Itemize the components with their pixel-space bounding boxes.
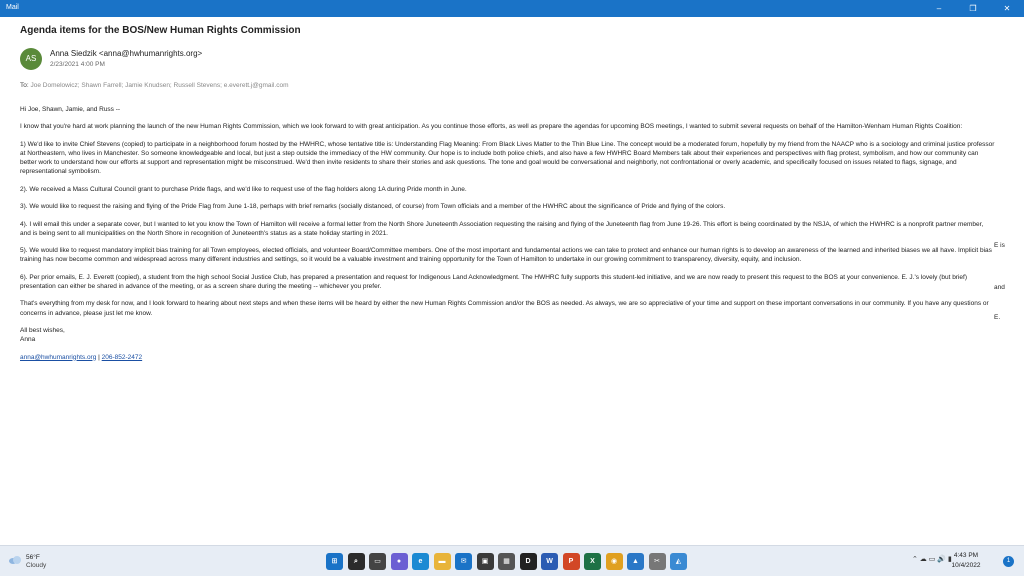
system-tray-icons[interactable]: ⌃ ☁ ▭ 🔊 ▮ [912,556,952,563]
closing-paragraph: That's everything from my desk for now, and I look forward to hearing about next steps and when these items will be heard by either the new Human Rights Commission and/or the BOS as needed. As always, we are so appreciative of your time and support on these important conversations in our community. If you have any questions or concerns in advance, please just let me know. [20,300,989,317]
photo-viewer-icon[interactable]: ◭ [670,553,687,570]
signature-phone-link[interactable]: 206-852-2472 [101,353,143,361]
clock-date: 10/4/2022 [951,562,981,569]
file-explorer-icon[interactable]: ▬ [434,553,451,570]
calculator-icon[interactable]: ▦ [498,553,515,570]
item-3-paragraph: 3). We would like to request the raising and flying of the Pride Flag from June 1-18, perhaps with brief remarks (socially distanced, of course) from Town officials and a member of the HWHRC about the significance of Pride and flying of the colors. [20,203,726,211]
sender-avatar: AS [20,48,42,70]
taskbar [0,545,1024,576]
chrome-icon[interactable]: ◉ [606,553,623,570]
email-body [20,105,995,370]
start-icon[interactable]: ⊞ [326,553,343,570]
close-button[interactable]: ✕ [1003,4,1011,13]
weather-temperature: 56°F [26,554,40,561]
item-1-paragraph: 1) We'd like to invite Chief Stevens (copied) to participate in a neighborhood forum hosted by the HWHRC, whose tentative title is: Understanding Flag Meaning: From Black Lives Matter to the Thin Blue Line. The concept would be a moderated forum, hopefully by my friend from the NAACP who is a sociology and criminal justice professor at Northeastern, who lives in Manchester. So someone knowledgeable and local, but just a step outside the immediacy of the HW community. Our hope is to include both police chiefs, and also have a few HWHRC Board Members talk about their experiences and perspectives with flag protest, symbolism, and how our community can better work to understand how our efforts at support and representation might be misconstrued. We'd then invite residents to share their stories and ask questions. The tone and goal would be conversational and neighborly, not confrontational or overly academic, and specifically focused on issues related to flags, signage, and representational symbolism. [20,140,995,176]
snipping-icon[interactable]: ✂ [649,553,666,570]
search-icon[interactable]: ⌕ [348,553,365,570]
signature-separator: | [96,353,102,361]
cloud-icon [8,555,22,565]
minimize-button[interactable]: – [936,4,942,13]
signoff-block [20,326,995,344]
to-label: To: [20,82,29,89]
window-title-bar [0,0,1024,17]
weather-condition: Cloudy [26,562,47,569]
signature-email-link[interactable]: anna@hwhumanrights.org [20,353,97,361]
recipients-line [20,82,289,89]
dell-icon[interactable]: D [520,553,537,570]
maximize-button[interactable]: ❐ [969,4,977,13]
app-title: Mail [6,4,19,11]
item-2-paragraph: 2). We received a Mass Cultural Council grant to purchase Pride flags, and we'd like to request use of the flag holders along 1A during Pride month in June. [20,185,467,193]
email-subject: Agenda items for the BOS/New Human Rights Commission [20,25,301,36]
item-6-paragraph: 6). Per prior emails, E. J. Everett (copied), a student from the high school Social Justice Club, has prepared a presentation and request for Indigenous Land Acknowledgment. The HWHRC fully supports this student-led initiative, and we are now ready to present this request to the BOS at your convenience. E. J.'s lovely (but brief) presentation can either be shared in advance of the meeting, or as a screen share during the meeting -- whichever you prefer. [20,273,968,290]
store-icon[interactable]: ▣ [477,553,494,570]
mail-icon[interactable]: ✉ [455,553,472,570]
sender-name[interactable]: Anna Siedzik <anna@hwhumanrights.org> [50,49,203,58]
clipped-text-fragment: E. [994,314,1001,321]
chat-icon[interactable]: ● [391,553,408,570]
signoff: All best wishes, [20,326,65,334]
signature-name: Anna [20,336,36,344]
email-date: 2/23/2021 4:00 PM [50,61,105,68]
item-4-paragraph: 4). I will email this under a separate cover, but I wanted to let you know the Town of Hamilton will receive a formal letter from the North Shore Juneteenth Association requesting the raising and flying of the Juneteenth flag from June 19-26. This effort is being coordinated by the NSJA, of which the HWHRC is a nonprofit partner member, and is being sent to all municipalities on the North Shore in recognition of Juneteenth's status as a state holiday starting in 2021. [20,220,984,237]
email-reading-pane [0,17,1024,545]
taskbar-clock[interactable] [942,551,990,571]
intro-paragraph: I know that you're hard at work planning the launch of the new Human Rights Commission, which we look forward to with great anticipation. As you continue those efforts, as well as prepare the agendas for upcoming BOS meetings, I wanted to submit several requests on behalf of the Hamilton-Wenham Human Rights Coalition: [20,123,963,131]
signature-contact [20,353,995,362]
item-5-paragraph: 5). We would like to request mandatory implicit bias training for all Town employees, elected officials, and volunteer Board/Committee members. One of the most important and fundamental actions we can take to protect and enhance our human rights is to develop an awareness of the learned and inherited biases we all have. Implicit bias training has now become common and widespread across many different industries and settings, so it would be a valuable investment and training opportunity for the Town of Hamilton to undertake in our growing commitment to transparency, diversity, equity, and inclusion. [20,247,992,264]
greeting: Hi Joe, Shawn, Jamie, and Russ -- [20,106,121,113]
excel-icon[interactable]: X [584,553,601,570]
task-view-icon[interactable]: ▭ [369,553,386,570]
powerpoint-icon[interactable]: P [563,553,580,570]
clipped-text-fragment: E is [994,242,1005,249]
notification-badge[interactable]: 1 [1003,556,1014,567]
word-icon[interactable]: W [541,553,558,570]
clipped-text-fragment: and [994,284,1005,291]
to-recipients[interactable]: Joe Domelowicz; Shawn Farrell; Jamie Knudsen; Russell Stevens; e.everett.j@gmail.com [30,82,289,89]
photos-icon[interactable]: ▲ [627,553,644,570]
weather-widget[interactable] [8,553,68,571]
edge-icon[interactable]: e [412,553,429,570]
clock-time: 4:43 PM [953,552,979,559]
